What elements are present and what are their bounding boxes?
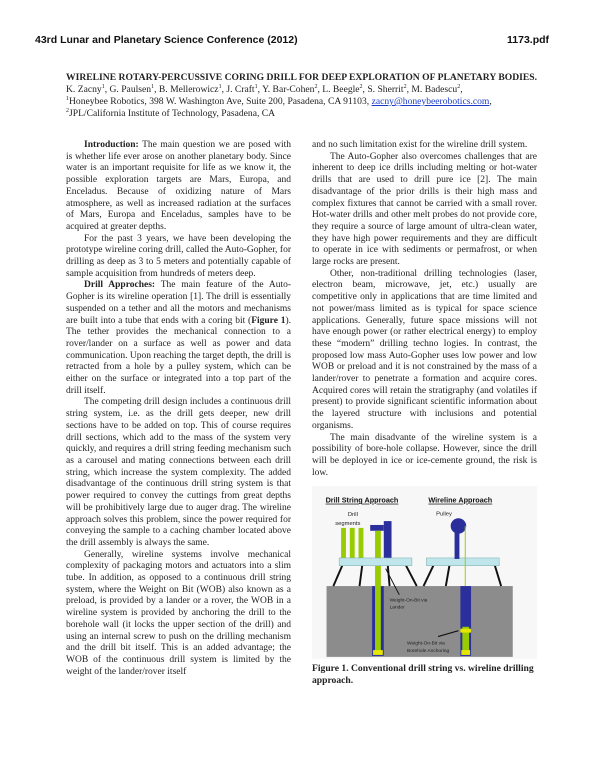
author-name: L. Beegle — [322, 84, 360, 95]
author-name: J. Craft — [226, 84, 255, 95]
affil-marker: 1 — [218, 84, 222, 90]
affil-marker: 2 — [66, 108, 69, 114]
left-column — [66, 140, 291, 678]
label-drill-string-approach: Drill String Approach — [325, 496, 399, 506]
affil-marker: 1 — [151, 84, 155, 90]
paragraph: The competing drill design includes a continuous drill string system, i.e. as the drill gets deeper, new drill sections have to be added on top. This of course requires drill sections, which add to the mass of the system very quickly, and requires a drill string feeding mechanism such as a carousel and mating connections between each drill string, which increase the system complexity. The added disadvantage of the continuous drill string system is that power required to convey the cuttings from great depths will be prohibitively large due to auger drag. The wireline approach solves this problem, since the power required for conveying the sample to a caching chamber located above the drill assembly is always the same. — [66, 397, 291, 548]
drill-bit-left — [373, 650, 383, 655]
label-wob-anchor: Borehole Anchoring — [407, 649, 450, 655]
conference-header: 43rd Lunar and Planetary Science Conference (2012) — [35, 34, 298, 46]
title-block — [66, 72, 537, 120]
paragraph-continued: and no such limitation exist for the wireline drill system. — [312, 140, 528, 150]
paragraph-introduction — [66, 140, 291, 234]
paragraph: Other, non-traditional drilling technologies (laser, electron beam, microwave, jet, etc.) usually are competitive only in applications that are time limited and not power/mass limited as is typical for space science applications. Generally, future space missions will not have enough power (or rather electrical energy) to employ these “modern” drilling techno logies. In contrast, the proposed low mass Auto-Gopher uses low power and low WOB or preload and it is not constrained by the mass of a lander/rover to penetrate a formation and acquire cores. Acquired cores will retain the stratigraphy (and volatiles if present) to provide significant scientific information about the layered structure with inclusions and potential organisms. — [312, 268, 537, 431]
drill-segment — [350, 528, 355, 559]
author-name: K. Zacny — [66, 84, 102, 95]
affil-marker: 1 — [66, 96, 69, 102]
figure-caption: Figure 1. Conventional drill string vs. wireline drilling approach. — [312, 663, 534, 687]
label-wireline-approach: Wireline Approach — [428, 496, 493, 506]
email-link[interactable]: zacny@honeybeerobotics.com — [371, 96, 490, 107]
author-name: Y. Bar-Cohen — [262, 84, 315, 95]
author-name: G. Paulsen — [109, 84, 152, 95]
label-wob-lander: Weight-On-Bit via — [389, 598, 428, 604]
affil-marker: 2 — [359, 84, 363, 90]
paragraph-text: The main question we are posed with is whether life ever arose on another planetary body. Since water is an important requisite for life as we know it, the possible exploration targets are Mars, Europa, and Enceladus. Because of oxidizing nature of Mars atmosphere, as well as increased radiation at the surfaces of Mars, Europa and Enceladus, samples have to be acquired at greater depths. — [66, 140, 291, 232]
paper-number: 1173.pdf — [507, 34, 550, 46]
affiliation-text: Honeybee Robotics, 398 W. Washington Ave, Suite 200, Pasadena, CA 91103, — [69, 96, 370, 107]
author-name: M. Badescu — [411, 84, 458, 95]
affil-marker: 2 — [457, 84, 461, 90]
paper-title: WIRELINE ROTARY-PERCUSSIVE CORING DRILL FOR DEEP EXPLORATION OF PLANETARY BODIES. — [66, 72, 537, 83]
pulley-icon — [451, 519, 467, 535]
author-list: K. Zacny$^1$, G. Paulsen$^1$, B. Mellerowicz$^1$, J. Craft$^1$, Y. Bar-Cohen$^2$, L. Beegle$^2$, S. Sherrit$^2$, M. Badescu$^2$, — [66, 84, 463, 95]
affiliation-2 — [66, 108, 537, 120]
paragraph: For the past 3 years, we have been developing the prototype wireline coring drill, called the Auto-Gopher, for drilling as deep as 3 to 5 meters and potentially capable of sample acquisition from hundreds of meters deep. — [66, 233, 291, 279]
author-name: S. Sherrit — [367, 84, 404, 95]
section-heading: Drill Approches: — [84, 280, 156, 291]
drill-string — [375, 531, 381, 651]
anchor — [460, 629, 471, 633]
affiliation-1: $^1$Honeybee Robotics, 398 W. Washington Ave, Suite 200, Pasadena, CA 91103, zacny@honeybeerobotics.com, — [66, 96, 492, 107]
drill-head — [370, 525, 384, 531]
label-drill-segments: segments — [335, 521, 361, 528]
paragraph-drill-approaches — [66, 280, 291, 397]
lander-platform-left — [339, 558, 412, 566]
drill-segment — [359, 528, 364, 559]
paragraph: The main disadvante of the wireline system is a possibility of bore-hole collapse. However, since the drill will be deployed in ice or ice-cemente ground, the risk is low. — [312, 432, 537, 478]
drill-segment — [341, 528, 346, 559]
drill-bit-right — [461, 650, 470, 655]
label-wob-lander: Lander — [389, 605, 405, 611]
label-pulley: Pulley — [436, 511, 452, 518]
paragraph-text: ). The tether provides the mechanical connection to a rover/lander on a surface as well as power and data communication. Upon reaching the target depth, the drill is retracted from a hole by a pulley system, which can be either on the surface or integrated into a top part of the drill itself. — [66, 315, 292, 396]
affil-marker: 1 — [254, 84, 258, 90]
label-drill-segments: Drill — [347, 512, 358, 519]
label-wob-anchor: Weight-On-Bit via — [407, 641, 445, 647]
affil-marker: 2 — [314, 84, 318, 90]
pulley-mast — [455, 531, 460, 559]
drill-mast — [384, 521, 392, 559]
author-name: B. Mellerowicz — [158, 84, 219, 95]
affiliation-text: JPL/California Institute of Technology, Pasadena, CA — [69, 108, 276, 119]
lander-platform-right — [426, 558, 499, 566]
paragraph-text: The main feature of the Auto-Gopher is its wireline operation [1]. The drill is essentially suspended on a tether and all the motors and mechanisms are built into a tube that ends with a coring bit ( — [66, 280, 291, 326]
affil-marker: 1 — [101, 84, 105, 90]
figure-reference: Figure 1 — [251, 315, 286, 326]
paragraph: The Auto-Gopher also overcomes challenges that are inherent to deep ice drills including melting or hot-water drills that are used to drill pure ice [2]. The main disadvantage of the prior drills is their high mass and complex fixtures that cannot be carried with a small rover. Hot-water drills and other melt probes do not provide core, they require a source of large amount of ultra-clean water, they have high power requirements and they are difficult to operate in ice with sediments or permafrost, or when large rocks are present. — [312, 151, 537, 268]
paragraph: Generally, wireline systems involve mechanical complexity of packaging motors and actuators into a slim tube. In addition, as opposed to a continuous drill string system, where the Weight on Bit (WOB) also known as a preload, is provided by a lander or a rover, the WOB in a wireline system is provided by anchoring the drill to the borehole wall (it locks the upper section of the drill) and using an internal screw to push on the drilling mechanism and the drill bit itself. This is an added advantage; the WOB of the continuous drill system is limited by the weight of the lander/rover itself — [66, 549, 291, 677]
right-column — [312, 140, 537, 687]
section-heading: Introduction: — [84, 140, 139, 150]
affil-marker: 2 — [403, 84, 407, 90]
figure-drill-diagram — [312, 486, 537, 659]
